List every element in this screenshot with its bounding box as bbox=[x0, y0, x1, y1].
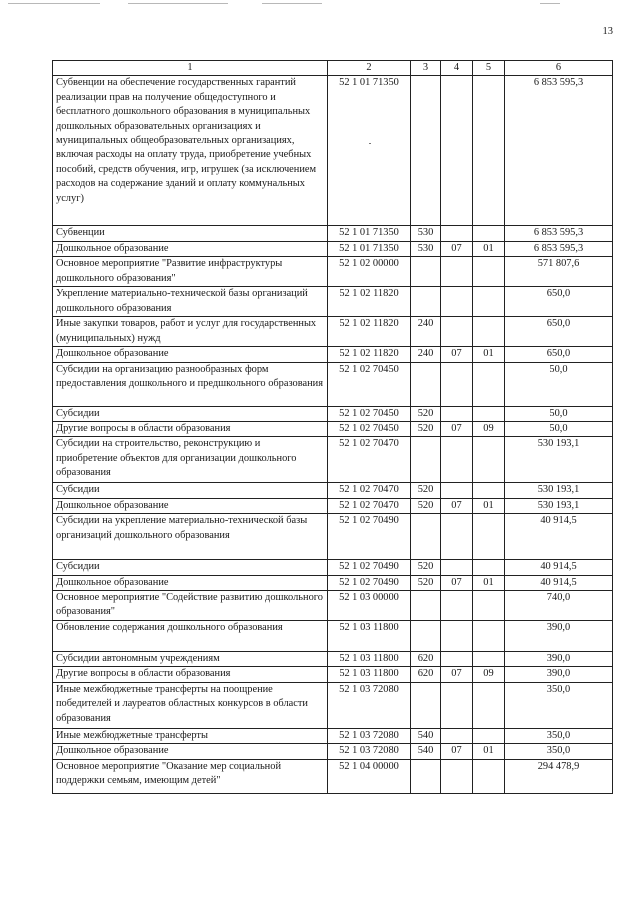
scan-top-edge bbox=[262, 3, 322, 4]
section-code-cell bbox=[441, 226, 473, 241]
amount-cell: 6 853 595,3 bbox=[505, 241, 613, 256]
section-code-cell bbox=[441, 406, 473, 421]
subsection-code-cell bbox=[473, 682, 505, 728]
subsection-code-cell bbox=[473, 362, 505, 406]
target-code-cell: 52 1 02 70470 bbox=[328, 437, 411, 483]
table-row bbox=[53, 406, 613, 421]
expense-name-cell: Субвенции на обеспечение государственных гарантий реализации прав на получение общедоступного и бесплатного дошкольного образования в муниципальных дошкольных образовательных организациях и муниципальных общеобразовательных организациях, включая расходы на оплату труда, приобретение учебных пособий, средств обучения, игр, игрушек (за исключением расходов на содержание зданий и оплату коммунальных услуг) bbox=[53, 76, 328, 226]
amount-cell: 50,0 bbox=[505, 362, 613, 406]
expense-name-cell: Субсидии на строительство, реконструкцию и приобретение объектов для организации дошкольного образования bbox=[53, 437, 328, 483]
expense-name-cell: Иные межбюджетные трансферты bbox=[53, 728, 328, 743]
expense-type-cell: 620 bbox=[411, 667, 441, 682]
amount-cell: 390,0 bbox=[505, 667, 613, 682]
section-code-cell bbox=[441, 591, 473, 621]
section-code-cell bbox=[441, 437, 473, 483]
subsection-code-cell: 01 bbox=[473, 241, 505, 256]
table-row bbox=[53, 437, 613, 483]
expense-type-cell bbox=[411, 514, 441, 560]
amount-cell: 650,0 bbox=[505, 317, 613, 347]
expense-name-cell: Субсидии bbox=[53, 483, 328, 498]
target-code-cell: 52 1 02 70490 bbox=[328, 560, 411, 575]
table-row bbox=[53, 241, 613, 256]
amount-cell: 40 914,5 bbox=[505, 575, 613, 590]
header-cell: 4 bbox=[441, 61, 473, 76]
table-row bbox=[53, 744, 613, 759]
table-row bbox=[53, 362, 613, 406]
amount-cell: 650,0 bbox=[505, 287, 613, 317]
expense-name-cell: Дошкольное образование bbox=[53, 347, 328, 362]
subsection-code-cell bbox=[473, 406, 505, 421]
expense-type-cell bbox=[411, 76, 441, 226]
amount-cell: 350,0 bbox=[505, 728, 613, 743]
subsection-code-cell bbox=[473, 652, 505, 667]
subsection-code-cell bbox=[473, 560, 505, 575]
amount-cell: 40 914,5 bbox=[505, 514, 613, 560]
target-code-cell: 52 1 02 11820 bbox=[328, 317, 411, 347]
amount-cell: 350,0 bbox=[505, 682, 613, 728]
subsection-code-cell bbox=[473, 437, 505, 483]
budget-table bbox=[52, 60, 613, 794]
target-code-cell: 52 1 01 71350 bbox=[328, 76, 411, 226]
section-code-cell: 07 bbox=[441, 744, 473, 759]
amount-cell: 530 193,1 bbox=[505, 483, 613, 498]
subsection-code-cell bbox=[473, 728, 505, 743]
section-code-cell bbox=[441, 560, 473, 575]
amount-cell: 390,0 bbox=[505, 652, 613, 667]
expense-name-cell: Основное мероприятие "Оказание мер социальной поддержки семьям, имеющим детей" bbox=[53, 759, 328, 793]
header-cell: 5 bbox=[473, 61, 505, 76]
amount-cell: 740,0 bbox=[505, 591, 613, 621]
expense-name-cell: Другие вопросы в области образования bbox=[53, 422, 328, 437]
section-code-cell bbox=[441, 257, 473, 287]
subsection-code-cell bbox=[473, 287, 505, 317]
expense-name-cell: Иные межбюджетные трансферты на поощрение победителей и лауреатов областных конкурсов в области образования bbox=[53, 682, 328, 728]
expense-name-cell: Субсидии bbox=[53, 406, 328, 421]
section-code-cell bbox=[441, 759, 473, 793]
section-code-cell bbox=[441, 728, 473, 743]
table-row bbox=[53, 498, 613, 513]
target-code-cell: 52 1 03 11800 bbox=[328, 667, 411, 682]
target-code-cell: 52 1 04 00000 bbox=[328, 759, 411, 793]
page-number: 13 bbox=[602, 26, 613, 37]
subsection-code-cell bbox=[473, 317, 505, 347]
expense-type-cell: 240 bbox=[411, 317, 441, 347]
expense-type-cell: 520 bbox=[411, 560, 441, 575]
expense-type-cell bbox=[411, 257, 441, 287]
expense-type-cell bbox=[411, 362, 441, 406]
expense-name-cell: Другие вопросы в области образования bbox=[53, 667, 328, 682]
section-code-cell bbox=[441, 514, 473, 560]
table-row bbox=[53, 682, 613, 728]
section-code-cell bbox=[441, 362, 473, 406]
expense-name-cell: Обновление содержания дошкольного образования bbox=[53, 621, 328, 652]
table-row bbox=[53, 226, 613, 241]
target-code-cell: 52 1 01 71350 bbox=[328, 226, 411, 241]
expense-name-cell: Субвенции bbox=[53, 226, 328, 241]
table-row bbox=[53, 575, 613, 590]
expense-type-cell bbox=[411, 591, 441, 621]
expense-name-cell: Дошкольное образование bbox=[53, 498, 328, 513]
table-row bbox=[53, 317, 613, 347]
target-code-cell: 52 1 01 71350 bbox=[328, 241, 411, 256]
target-code-cell: 52 1 03 72080 bbox=[328, 682, 411, 728]
table-row bbox=[53, 667, 613, 682]
header-cell: 1 bbox=[53, 61, 328, 76]
section-code-cell: 07 bbox=[441, 498, 473, 513]
header-cell: 6 bbox=[505, 61, 613, 76]
target-code-cell: 52 1 02 00000 bbox=[328, 257, 411, 287]
table-row bbox=[53, 621, 613, 652]
expense-name-cell: Субсидии на укрепление материально-технической базы организаций дошкольного образования bbox=[53, 514, 328, 560]
subsection-code-cell bbox=[473, 76, 505, 226]
amount-cell: 40 914,5 bbox=[505, 560, 613, 575]
section-code-cell bbox=[441, 483, 473, 498]
target-code-cell: 52 1 02 70490 bbox=[328, 514, 411, 560]
expense-name-cell: Субсидии на организацию разнообразных форм предоставления дошкольного и предшкольного образования bbox=[53, 362, 328, 406]
subsection-code-cell: 09 bbox=[473, 667, 505, 682]
subsection-code-cell bbox=[473, 591, 505, 621]
table-row bbox=[53, 759, 613, 793]
scan-top-edge bbox=[540, 3, 560, 4]
target-code-cell: 52 1 02 70470 bbox=[328, 498, 411, 513]
expense-type-cell: 530 bbox=[411, 241, 441, 256]
scan-top-edge bbox=[128, 3, 228, 4]
subsection-code-cell bbox=[473, 759, 505, 793]
amount-cell: 50,0 bbox=[505, 406, 613, 421]
target-code-cell: 52 1 03 11800 bbox=[328, 652, 411, 667]
subsection-code-cell bbox=[473, 483, 505, 498]
target-code-cell: 52 1 02 70450 bbox=[328, 406, 411, 421]
section-code-cell: 07 bbox=[441, 575, 473, 590]
section-code-cell bbox=[441, 652, 473, 667]
expense-name-cell: Основное мероприятие "Содействие развитию дошкольного образования" bbox=[53, 591, 328, 621]
expense-type-cell: 240 bbox=[411, 347, 441, 362]
section-code-cell bbox=[441, 621, 473, 652]
expense-type-cell: 540 bbox=[411, 744, 441, 759]
amount-cell: 6 853 595,3 bbox=[505, 226, 613, 241]
section-code-cell: 07 bbox=[441, 667, 473, 682]
table-row bbox=[53, 287, 613, 317]
subsection-code-cell: 09 bbox=[473, 422, 505, 437]
subsection-code-cell: 01 bbox=[473, 575, 505, 590]
amount-cell: 650,0 bbox=[505, 347, 613, 362]
target-code-cell: 52 1 02 70490 bbox=[328, 575, 411, 590]
section-code-cell bbox=[441, 76, 473, 226]
expense-type-cell bbox=[411, 759, 441, 793]
target-code-cell: 52 1 02 70450 bbox=[328, 422, 411, 437]
expense-type-cell bbox=[411, 621, 441, 652]
expense-name-cell: Дошкольное образование bbox=[53, 241, 328, 256]
header-cell: 3 bbox=[411, 61, 441, 76]
target-code-cell: 52 1 02 11820 bbox=[328, 287, 411, 317]
amount-cell: 50,0 bbox=[505, 422, 613, 437]
table-row bbox=[53, 728, 613, 743]
header-row bbox=[53, 61, 613, 76]
table-row bbox=[53, 422, 613, 437]
expense-name-cell: Субсидии bbox=[53, 560, 328, 575]
expense-type-cell: 520 bbox=[411, 498, 441, 513]
target-code-cell: 52 1 03 00000 bbox=[328, 591, 411, 621]
section-code-cell bbox=[441, 287, 473, 317]
expense-type-cell: 520 bbox=[411, 422, 441, 437]
amount-cell: 294 478,9 bbox=[505, 759, 613, 793]
expense-name-cell: Субсидии автономным учреждениям bbox=[53, 652, 328, 667]
expense-type-cell bbox=[411, 682, 441, 728]
subsection-code-cell bbox=[473, 514, 505, 560]
table-row bbox=[53, 347, 613, 362]
table-row bbox=[53, 560, 613, 575]
target-code-cell: 52 1 02 70470 bbox=[328, 483, 411, 498]
expense-name-cell: Иные закупки товаров, работ и услуг для государственных (муниципальных) нужд bbox=[53, 317, 328, 347]
expense-name-cell: Укрепление материально-технической базы организаций дошкольного образования bbox=[53, 287, 328, 317]
subsection-code-cell bbox=[473, 621, 505, 652]
target-code-cell: 52 1 02 11820 bbox=[328, 347, 411, 362]
subsection-code-cell: 01 bbox=[473, 498, 505, 513]
expense-type-cell: 520 bbox=[411, 575, 441, 590]
table-row bbox=[53, 652, 613, 667]
target-code-cell: 52 1 03 11800 bbox=[328, 621, 411, 652]
expense-type-cell: 530 bbox=[411, 226, 441, 241]
expense-name-cell: Дошкольное образование bbox=[53, 575, 328, 590]
section-code-cell: 07 bbox=[441, 422, 473, 437]
amount-cell: 530 193,1 bbox=[505, 498, 613, 513]
expense-name-cell: Основное мероприятие "Развитие инфраструктуры дошкольного образования" bbox=[53, 257, 328, 287]
section-code-cell: 07 bbox=[441, 347, 473, 362]
target-code-cell: 52 1 03 72080 bbox=[328, 744, 411, 759]
header-cell: 2 bbox=[328, 61, 411, 76]
expense-name-cell: Дошкольное образование bbox=[53, 744, 328, 759]
amount-cell: 571 807,6 bbox=[505, 257, 613, 287]
target-code-cell: 52 1 02 70450 bbox=[328, 362, 411, 406]
table-row bbox=[53, 591, 613, 621]
section-code-cell bbox=[441, 317, 473, 347]
expense-type-cell bbox=[411, 437, 441, 483]
amount-cell: 6 853 595,3 bbox=[505, 76, 613, 226]
amount-cell: 530 193,1 bbox=[505, 437, 613, 483]
subsection-code-cell: 01 bbox=[473, 347, 505, 362]
expense-type-cell: 540 bbox=[411, 728, 441, 743]
section-code-cell: 07 bbox=[441, 241, 473, 256]
table-row bbox=[53, 514, 613, 560]
table-row bbox=[53, 483, 613, 498]
table-row bbox=[53, 257, 613, 287]
subsection-code-cell bbox=[473, 257, 505, 287]
scan-top-edge bbox=[8, 3, 100, 4]
subsection-code-cell bbox=[473, 226, 505, 241]
table-row bbox=[53, 76, 613, 226]
target-code-cell: 52 1 03 72080 bbox=[328, 728, 411, 743]
amount-cell: 350,0 bbox=[505, 744, 613, 759]
expense-type-cell: 520 bbox=[411, 483, 441, 498]
amount-cell: 390,0 bbox=[505, 621, 613, 652]
expense-type-cell: 520 bbox=[411, 406, 441, 421]
subsection-code-cell: 01 bbox=[473, 744, 505, 759]
expense-type-cell: 620 bbox=[411, 652, 441, 667]
section-code-cell bbox=[441, 682, 473, 728]
expense-type-cell bbox=[411, 287, 441, 317]
